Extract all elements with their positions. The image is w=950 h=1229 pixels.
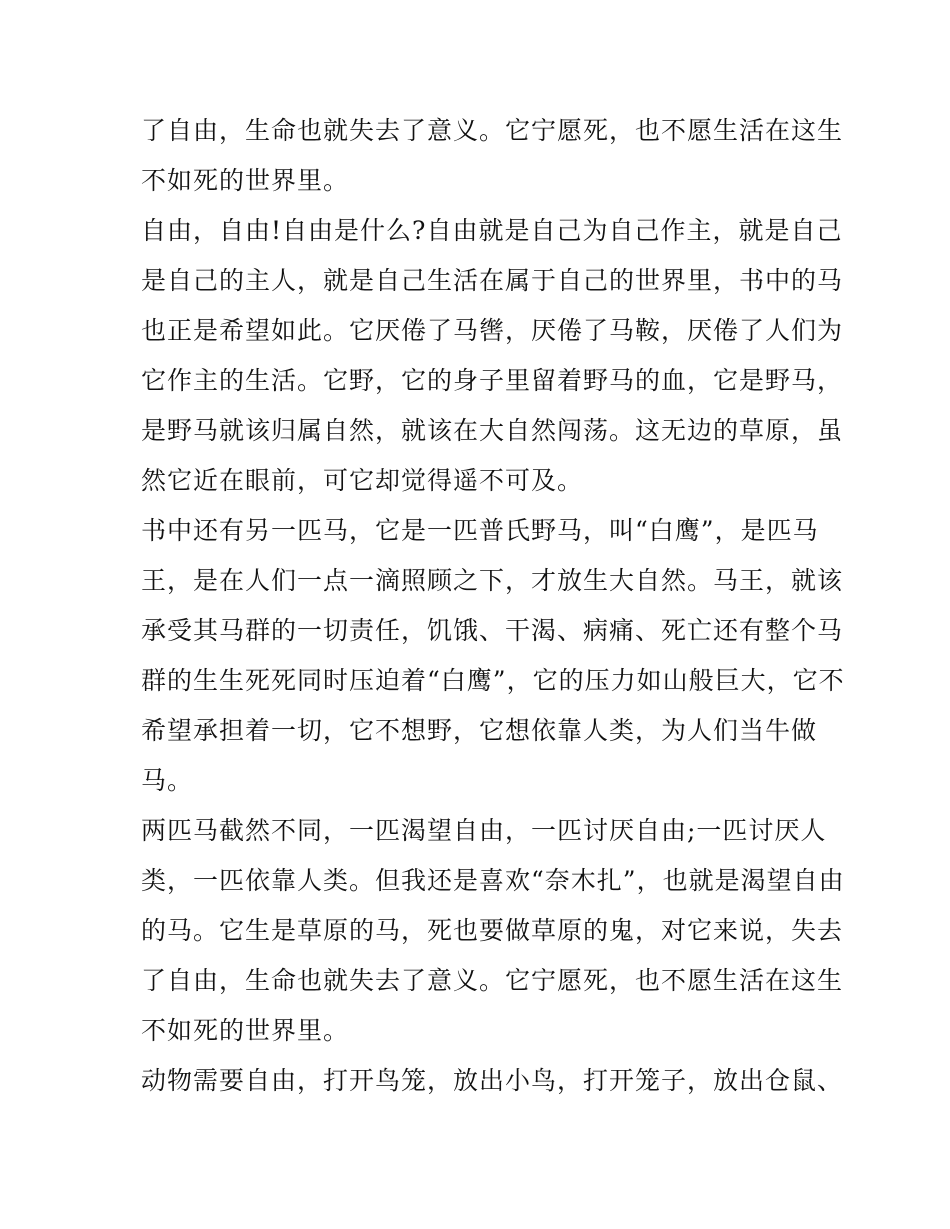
text-line: 希望承担着一切，它不想野，它想依靠人类，为人们当牛做 <box>141 716 818 745</box>
text-line: 不如死的世界里。 <box>141 1016 350 1045</box>
text-line: 了自由，生命也就失去了意义。它宁愿死，也不愿生活在这生 <box>141 116 844 145</box>
text-line: 的马。它生是草原的马，死也要做草原的鬼，对它来说，失去 <box>141 916 844 945</box>
text-line: 动物需要自由，打开鸟笼，放出小鸟，打开笼子，放出仓鼠、 <box>141 1066 844 1095</box>
text-line: 是野马就该归属自然，就该在大自然闯荡。这无边的草原，虽 <box>141 416 844 445</box>
text-line: 承受其马群的一切责任，饥饿、干渴、病痛、死亡还有整个马 <box>141 616 844 645</box>
text-line: 是自己的主人，就是自己生活在属于自己的世界里，书中的马 <box>141 266 844 295</box>
text-line: 类，一匹依靠人类。但我还是喜欢“奈木扎”，也就是渴望自由 <box>141 866 845 895</box>
text-line: 马。 <box>141 766 194 795</box>
text-line: 书中还有另一匹马，它是一匹普氏野马，叫“白鹰”，是匹马 <box>141 516 819 545</box>
text-line: 自由，自由!自由是什么?自由就是自己为自己作主，就是自己 <box>141 216 843 245</box>
text-line: 两匹马截然不同，一匹渴望自由，一匹讨厌自由;一匹讨厌人 <box>141 816 827 845</box>
text-line: 了自由，生命也就失去了意义。它宁愿死，也不愿生活在这生 <box>141 966 844 995</box>
text-line: 群的生生死死同时压迫着“白鹰”，它的压力如山般巨大，它不 <box>141 666 845 695</box>
text-line: 然它近在眼前，可它却觉得遥不可及。 <box>141 466 584 495</box>
text-line: 它作主的生活。它野，它的身子里留着野马的血，它是野马， <box>141 366 844 395</box>
text-line: 不如死的世界里。 <box>141 166 350 195</box>
text-line: 王，是在人们一点一滴照顾之下，才放生大自然。马王，就该 <box>141 566 844 595</box>
text-line: 也正是希望如此。它厌倦了马辔，厌倦了马鞍，厌倦了人们为 <box>141 316 844 345</box>
